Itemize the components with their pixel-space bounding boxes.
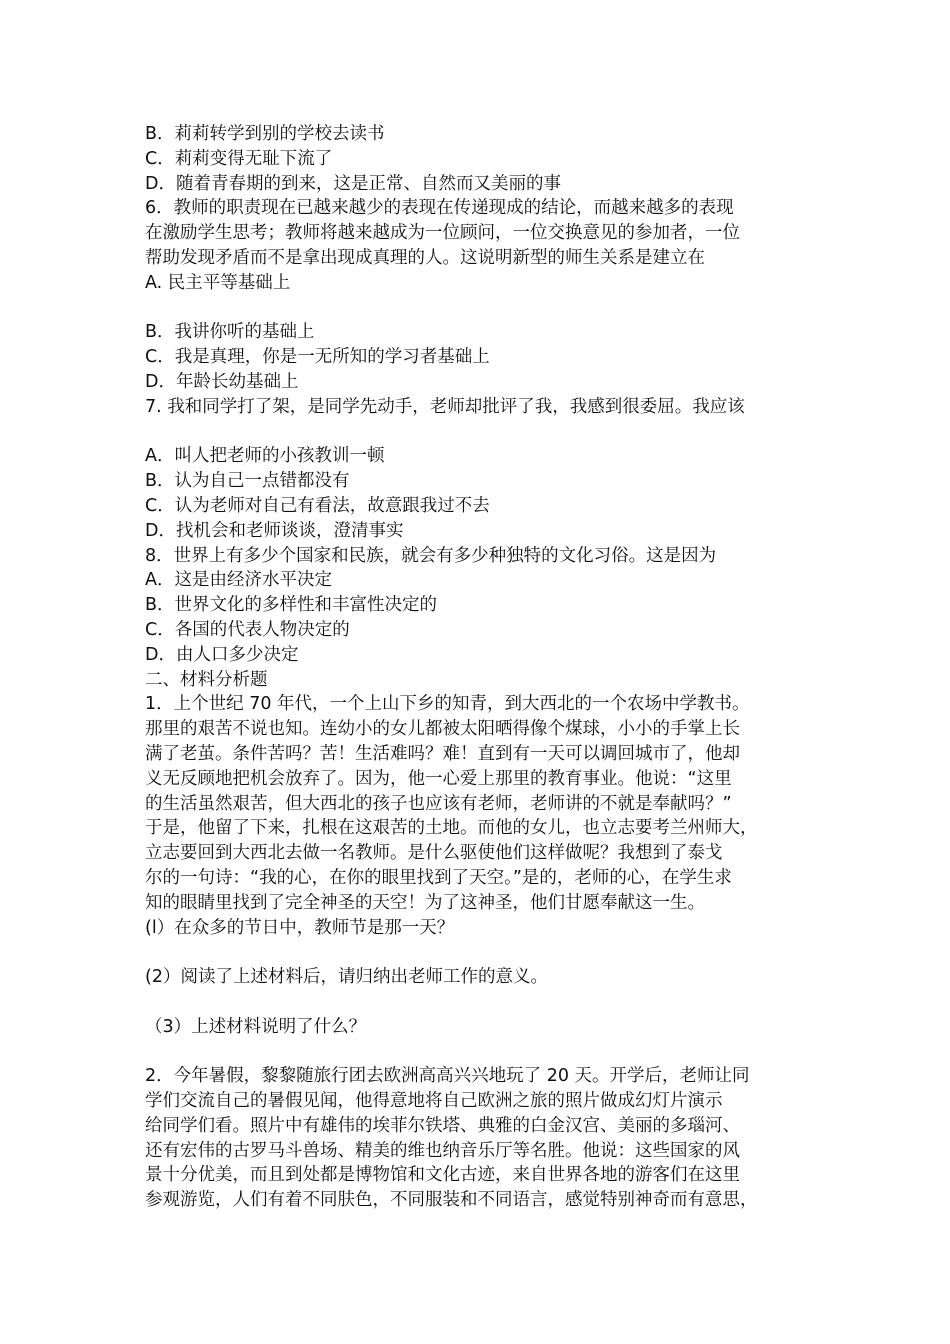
material-2-line-4: 还有宏伟的古罗马斗兽场、精美的维也纳音乐厅等名胜。他说：这些国家的风 [145, 1140, 740, 1161]
blank-line [145, 1039, 815, 1064]
blank-line [145, 296, 815, 321]
material-1-line-1: 1．上个世纪 70 年代，一个上山下乡的知青，到大西北的一个农场中学教书。 [145, 694, 750, 715]
q6-option-b: B．我讲你听的基础上 [145, 322, 315, 343]
material-1-line-5: 的生活虽然艰苦，但大西北的孩子也应该有老师，老师讲的不就是奉献吗？” [145, 793, 732, 814]
q7-option-c: C．认为老师对自己有看法，故意跟我过不去 [145, 495, 490, 516]
question-6-line-1: 6．教师的职责现在已越来越少的表现在传递现成的结论，而越来越多的表现 [145, 198, 734, 219]
q7-option-b: B．认为自己一点错都没有 [145, 471, 350, 492]
material-1-line-9: 知的眼睛里找到了完全神圣的天空！为了这神圣，他们甘愿奉献这一生。 [145, 892, 705, 913]
option-c-line: C．莉莉变得无耻下流了 [145, 148, 333, 169]
q6-option-c: C．我是真理，你是一无所知的学习者基础上 [145, 347, 490, 368]
q8-option-c: C．各国的代表人物决定的 [145, 619, 350, 640]
question-8: 8．世界上有多少个国家和民族，就会有多少种独特的文化习俗。这是因为 [145, 545, 717, 566]
material-2-line-1: 2．今年暑假，黎黎随旅行团去欧洲高高兴兴地玩了 20 天。开学后，老师让同 [145, 1066, 750, 1087]
q8-option-d: D．由人口多少决定 [145, 644, 299, 665]
question-6-line-3: 帮助发现矛盾而不是拿出现成真理的人。这说明新型的师生关系是建立在 [145, 247, 705, 268]
q7-option-a: A．叫人把老师的小孩教训一顿 [145, 446, 385, 467]
section-heading: 二、材料分析题 [145, 669, 268, 690]
question-6-line-2: 在激励学生思考；教师将越来越成为一位顾问，一位交换意见的参加者，一位 [145, 223, 740, 244]
q6-option-d: D．年龄长幼基础上 [145, 371, 299, 392]
sub-question-3: （3）上述材料说明了什么？ [145, 1016, 367, 1037]
question-7: 7. 我和同学打了架，是同学先动手，老师却批评了我，我感到很委屈。我应该 [145, 396, 745, 417]
q8-option-b: B．世界文化的多样性和丰富性决定的 [145, 595, 438, 616]
material-1-line-4: 义无反顾地把机会放弃了。因为，他一心爱上那里的教育事业。他说：“这里 [145, 768, 732, 789]
blank-line [145, 940, 815, 965]
material-2-line-6: 参观游览，人们有着不同肤色，不同服装和不同语言，感觉特别神奇而有意思， [145, 1190, 758, 1211]
material-1-line-6: 于是，他留了下来，扎根在这艰苦的土地。而他的女儿，也立志要考兰州师大， [145, 818, 758, 839]
material-1-line-3: 满了老茧。条件苦吗？苦！生活难吗？难！直到有一天可以调回城市了，他却 [145, 743, 740, 764]
q6-option-a: A. 民主平等基础上 [145, 272, 291, 293]
blank-line [145, 990, 815, 1015]
option-d-line: D．随着青春期的到来，这是正常、自然而又美丽的事 [145, 173, 561, 194]
option-b-line: B．莉莉转学到别的学校去读书 [145, 124, 385, 144]
material-2-line-3: 给同学们看。照片中有雄伟的埃菲尔铁塔、典雅的白金汉宫、美丽的多瑙河、 [145, 1115, 740, 1136]
material-2-line-2: 学们交流自己的暑假见闻，他得意地将自己欧洲之旅的照片做成幻灯片演示 [145, 1091, 723, 1112]
material-1-line-2: 那里的艰苦不说也知。连幼小的女儿都被太阳晒得像个煤球，小小的手掌上长 [145, 719, 740, 740]
q8-option-a: A．这是由经济水平决定 [145, 570, 332, 591]
q7-option-d: D．找机会和老师谈谈，澄清事实 [145, 520, 404, 541]
material-2-line-5: 景十分优美，而且到处都是博物馆和文化古迹，来自世界各地的游客们在这里 [145, 1165, 740, 1186]
document-body [145, 122, 815, 1213]
material-1-line-7: 立志要回到大西北去做一名教师。是什么驱使他们这样做呢？我想到了泰戈 [145, 843, 723, 864]
blank-line [145, 420, 815, 445]
material-1-line-8: 尔的一句诗：“我的心，在你的眼里找到了天空。”是的，老师的心，在学生求 [145, 867, 732, 888]
sub-question-1: (l）在众多的节日中，教师节是那一天？ [145, 917, 455, 938]
sub-question-2: (2）阅读了上述材料后，请归纳出老师工作的意义。 [145, 967, 548, 988]
